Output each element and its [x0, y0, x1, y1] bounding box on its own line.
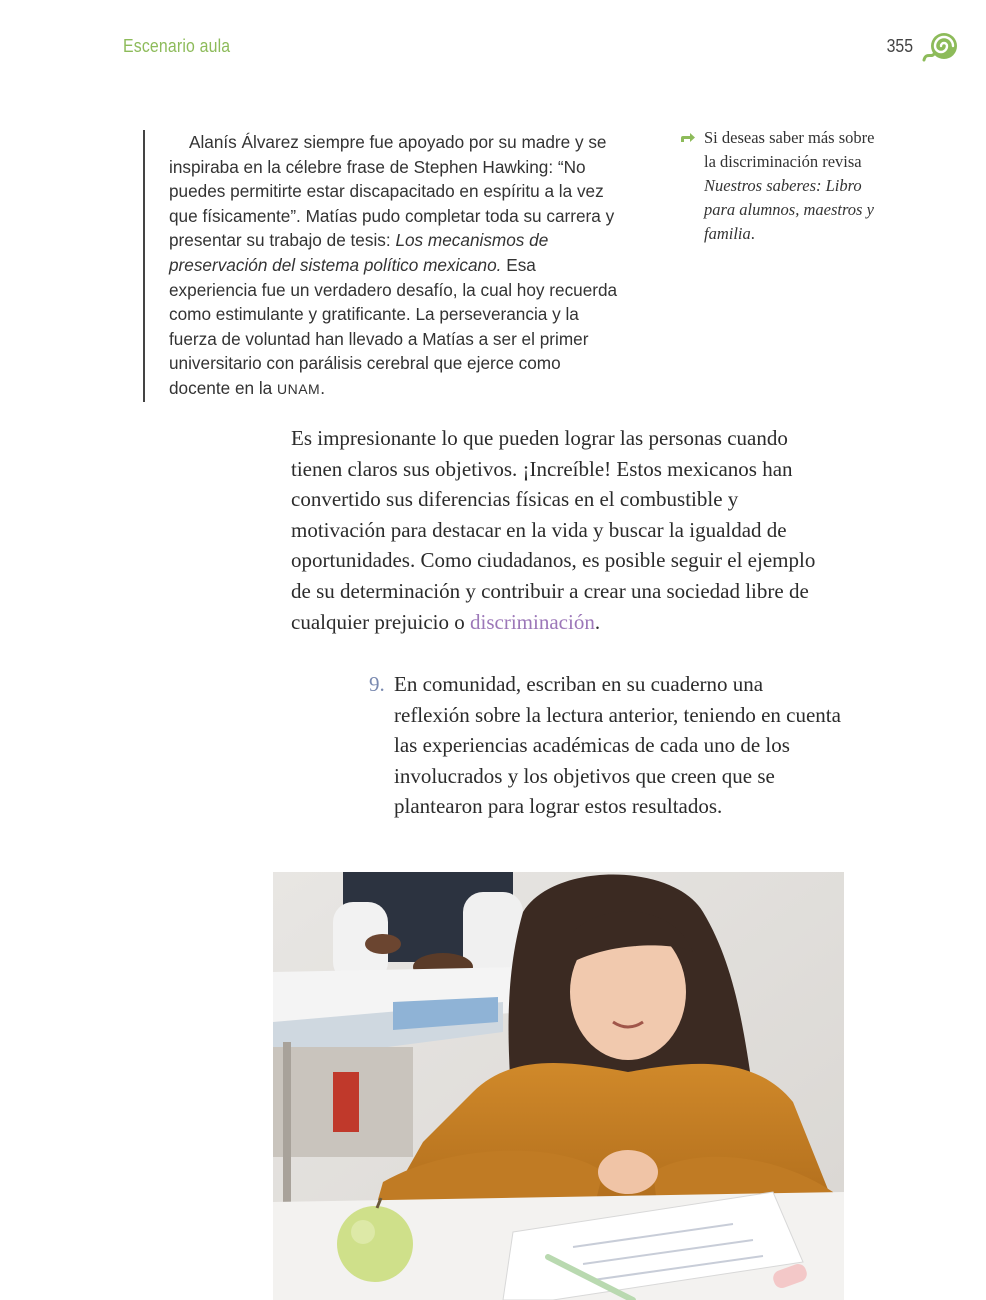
thesis-title: Los mecanismos de preservación del sistema político mexicano. [169, 230, 549, 275]
side-note-text [680, 126, 880, 246]
activity-number: 9. [369, 672, 385, 696]
book-title: Nuestros saberes: Libro para alumnos, maestros y familia [704, 176, 874, 243]
section-title: Escenario aula [123, 36, 231, 56]
main-end: . [594, 609, 601, 634]
glossary-term-link[interactable]: discriminación [470, 609, 595, 634]
quote-paragraph [169, 130, 619, 402]
side-note-intro: Si deseas saber más sobre la discriminación revisa [704, 128, 875, 171]
page-number: 355 [886, 36, 913, 56]
side-note-end: . [750, 224, 755, 243]
quote-text-2: Esa experiencia fue un verdadero desafío, la cual hoy recuerda como estimulante y gratificante. La perseverancia y la fuerza de voluntad han llevado a Matías a ser el primer universitario con parálisis cerebral que ejerce como docente en la [169, 254, 618, 398]
arrow-right-icon [680, 132, 696, 144]
quote-text-1: Alanís Álvarez siempre fue apoyado por su madre y se inspiraba en la célebre frase de Stephen Hawking: “No puedes permitirte estar discapacitado en espíritu a la vez que físicamente”. Matías pudo completar toda su carrera y presentar su trabajo de tesis: [169, 132, 615, 251]
main-paragraph [291, 423, 821, 637]
quote-end: . [320, 377, 325, 398]
main-text: Es impresionante lo que pueden lograr las personas cuando tienen claros sus objetivos. ¡Increíble! Estos mexicanos han convertido sus diferencias físicas en el combustible y motivación para destacar en la vida y buscar la igualdad de oportunidades. Como ciudadanos, es posible seguir el ejemplo de su determinación y contribuir a crear una sociedad libre de cualquier prejuicio o [291, 426, 816, 634]
snail-spiral-icon [922, 30, 960, 62]
testimonial-quote [143, 130, 618, 402]
student-writing-in-notebook-photo [273, 872, 844, 1300]
side-note [680, 126, 880, 246]
institution-name: UNAM [276, 380, 321, 397]
activity-text: En comunidad, escriban en su cuaderno una reflexión sobre la lectura anterior, teniendo en cuenta las experiencias académicas de cada uno de los involucrados y los objetivos que creen que se plantearon para lograr estos resultados. [394, 672, 841, 819]
